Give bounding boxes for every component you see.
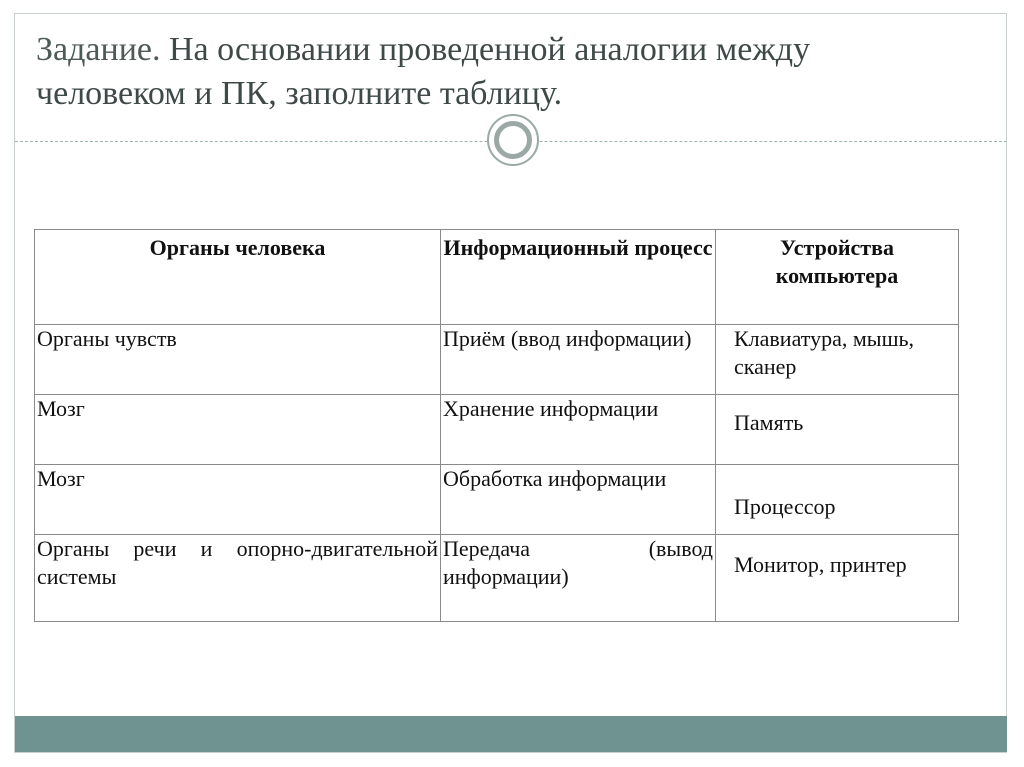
table-row <box>35 535 959 622</box>
table-header-row <box>35 230 959 325</box>
table-row <box>35 325 959 395</box>
cell-device: Клавиатура, мышь, сканер <box>716 325 959 395</box>
header-process: Информационный процесс <box>441 230 716 325</box>
title-text: На основании проведенной аналогии между человеком и ПК, заполните таблицу. <box>36 31 811 112</box>
cell-organ: Органы чувств <box>35 325 441 395</box>
footer-band <box>15 716 1007 752</box>
ring-ornament-icon <box>487 114 539 166</box>
analogy-table <box>34 229 959 622</box>
slide-title <box>36 28 936 116</box>
cell-device: Память <box>716 395 959 465</box>
cell-device: Монитор, принтер <box>716 535 959 622</box>
header-devices: Устройства компьютера <box>716 230 959 325</box>
cell-organ: Мозг <box>35 465 441 535</box>
cell-process: Передача (вывод информации) <box>441 535 716 622</box>
table-row <box>35 395 959 465</box>
cell-organ: Мозг <box>35 395 441 465</box>
cell-process: Обработка информации <box>441 465 716 535</box>
cell-organ: Органы речи и опорно-двигательной системы <box>35 535 441 622</box>
cell-device: Процессор <box>716 465 959 535</box>
cell-process: Приём (ввод информации) <box>441 325 716 395</box>
title-lead: Задание. <box>36 31 161 68</box>
header-organs: Органы человека <box>35 230 441 325</box>
table-row <box>35 465 959 535</box>
cell-process: Хранение информации <box>441 395 716 465</box>
